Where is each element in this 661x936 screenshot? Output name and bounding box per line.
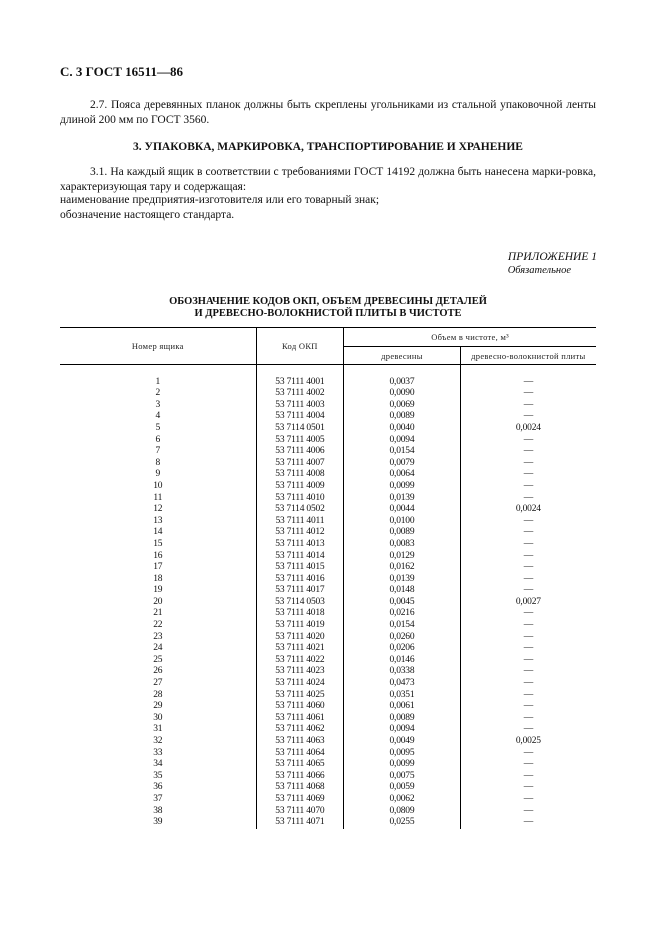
list-item: обозначение настоящего стандарта. bbox=[60, 209, 235, 221]
cell-okp-code: 53 7111 4021 bbox=[256, 643, 344, 655]
cell-box-number: 28 bbox=[153, 689, 163, 700]
cell-wood-volume: 0,0059 bbox=[344, 782, 461, 794]
cell-okp-code: 53 7111 4014 bbox=[256, 551, 344, 563]
cell-okp-code: 53 7111 4018 bbox=[256, 608, 344, 620]
cell-box-number: 2 bbox=[155, 388, 161, 399]
cell-box-number: 38 bbox=[153, 805, 163, 816]
table-row bbox=[60, 400, 596, 412]
table-row bbox=[60, 446, 596, 458]
cell-fiberboard-volume: — bbox=[460, 748, 596, 760]
appendix-subtitle: Обязательное bbox=[507, 265, 571, 276]
cell-box-number: 13 bbox=[153, 515, 163, 526]
table-row bbox=[60, 377, 596, 389]
cell-okp-code: 53 7111 4002 bbox=[256, 388, 344, 400]
cell-fiberboard-volume: — bbox=[460, 400, 596, 412]
cell-wood-volume: 0,0062 bbox=[344, 794, 461, 806]
table-body bbox=[60, 377, 596, 829]
cell-wood-volume: 0,0473 bbox=[344, 678, 461, 690]
table-row bbox=[60, 817, 596, 829]
cell-box-number: 12 bbox=[153, 504, 163, 515]
cell-box-number: 24 bbox=[153, 643, 163, 654]
cell-wood-volume: 0,0094 bbox=[344, 435, 461, 447]
table-row bbox=[60, 713, 596, 725]
cell-box-number: 1 bbox=[155, 376, 161, 387]
cell-okp-code: 53 7111 4023 bbox=[256, 666, 344, 678]
okp-codes-table bbox=[60, 327, 596, 829]
cell-wood-volume: 0,0075 bbox=[344, 771, 461, 783]
cell-wood-volume: 0,0338 bbox=[344, 666, 461, 678]
table-row bbox=[60, 759, 596, 771]
cell-wood-volume: 0,0148 bbox=[344, 585, 461, 597]
cell-box-number: 25 bbox=[153, 654, 163, 665]
cell-wood-volume: 0,0139 bbox=[344, 574, 461, 586]
cell-box-number: 6 bbox=[155, 434, 161, 445]
cell-wood-volume: 0,0089 bbox=[344, 411, 461, 423]
table-row bbox=[60, 539, 596, 551]
cell-fiberboard-volume: — bbox=[460, 655, 596, 667]
table-row bbox=[60, 806, 596, 818]
cell-wood-volume: 0,0139 bbox=[344, 493, 461, 505]
cell-wood-volume: 0,0094 bbox=[344, 724, 461, 736]
cell-fiberboard-volume: — bbox=[460, 493, 596, 505]
cell-wood-volume: 0,0154 bbox=[344, 620, 461, 632]
cell-fiberboard-volume: — bbox=[460, 620, 596, 632]
cell-box-number: 37 bbox=[153, 793, 163, 804]
table-row bbox=[60, 690, 596, 702]
cell-okp-code: 53 7111 4061 bbox=[256, 713, 344, 725]
table-row bbox=[60, 701, 596, 713]
cell-fiberboard-volume: — bbox=[460, 539, 596, 551]
cell-fiberboard-volume: — bbox=[460, 446, 596, 458]
table-row bbox=[60, 562, 596, 574]
cell-okp-code: 53 7111 4008 bbox=[256, 469, 344, 481]
cell-wood-volume: 0,0099 bbox=[344, 481, 461, 493]
cell-fiberboard-volume: 0,0024 bbox=[460, 423, 596, 435]
cell-fiberboard-volume: — bbox=[460, 678, 596, 690]
table-row bbox=[60, 574, 596, 586]
cell-fiberboard-volume: 0,0027 bbox=[460, 597, 596, 609]
appendix-title: ПРИЛОЖЕНИЕ 1 bbox=[507, 251, 597, 263]
table-row bbox=[60, 435, 596, 447]
cell-okp-code: 53 7111 4068 bbox=[256, 782, 344, 794]
table-row bbox=[60, 736, 596, 748]
table-row bbox=[60, 388, 596, 400]
cell-okp-code: 53 7111 4006 bbox=[256, 446, 344, 458]
cell-fiberboard-volume: — bbox=[460, 516, 596, 528]
cell-box-number: 11 bbox=[153, 492, 163, 503]
page-header: С. 3 ГОСТ 16511—86 bbox=[60, 64, 183, 79]
cell-box-number: 19 bbox=[153, 585, 163, 596]
appendix-label bbox=[508, 250, 597, 278]
cell-box-number: 17 bbox=[153, 562, 163, 573]
cell-box-number: 22 bbox=[153, 620, 163, 631]
cell-box-number: 27 bbox=[153, 678, 163, 689]
cell-fiberboard-volume: — bbox=[460, 632, 596, 644]
table-row bbox=[60, 481, 596, 493]
cell-okp-code: 53 7114 0502 bbox=[256, 504, 344, 516]
cell-okp-code: 53 7114 0501 bbox=[256, 423, 344, 435]
cell-wood-volume: 0,0260 bbox=[344, 632, 461, 644]
cell-wood-volume: 0,0045 bbox=[344, 597, 461, 609]
table-row bbox=[60, 458, 596, 470]
cell-box-number: 29 bbox=[153, 701, 163, 712]
cell-wood-volume: 0,0099 bbox=[344, 759, 461, 771]
table-row bbox=[60, 782, 596, 794]
cell-fiberboard-volume: 0,0024 bbox=[460, 504, 596, 516]
table-row bbox=[60, 748, 596, 760]
cell-okp-code: 53 7111 4005 bbox=[256, 435, 344, 447]
cell-fiberboard-volume: 0,0025 bbox=[460, 736, 596, 748]
table-row bbox=[60, 585, 596, 597]
cell-wood-volume: 0,0090 bbox=[344, 388, 461, 400]
cell-box-number: 32 bbox=[153, 736, 163, 746]
table-row bbox=[60, 551, 596, 563]
table-row bbox=[60, 678, 596, 690]
header-fiberboard: древесно-волокнистой плиты bbox=[460, 347, 596, 365]
cell-okp-code: 53 7111 4012 bbox=[256, 527, 344, 539]
cell-wood-volume: 0,0089 bbox=[344, 713, 461, 725]
cell-okp-code: 53 7111 4016 bbox=[256, 574, 344, 586]
cell-fiberboard-volume: — bbox=[460, 574, 596, 586]
cell-fiberboard-volume: — bbox=[460, 690, 596, 702]
cell-okp-code: 53 7111 4003 bbox=[256, 400, 344, 412]
cell-wood-volume: 0,0351 bbox=[344, 690, 461, 702]
cell-wood-volume: 0,0079 bbox=[344, 458, 461, 470]
cell-wood-volume: 0,0061 bbox=[344, 701, 461, 713]
cell-wood-volume: 0,0255 bbox=[344, 817, 461, 829]
table-title-line2: И ДРЕВЕСНО-ВОЛОКНИСТОЙ ПЛИТЫ В ЧИСТОТЕ bbox=[194, 308, 462, 319]
cell-fiberboard-volume: — bbox=[460, 713, 596, 725]
cell-fiberboard-volume: — bbox=[460, 388, 596, 400]
table-title bbox=[60, 296, 596, 320]
cell-wood-volume: 0,0206 bbox=[344, 643, 461, 655]
table-row bbox=[60, 632, 596, 644]
cell-box-number: 21 bbox=[153, 608, 163, 619]
cell-wood-volume: 0,0154 bbox=[344, 446, 461, 458]
cell-wood-volume: 0,0095 bbox=[344, 748, 461, 760]
cell-okp-code: 53 7111 4007 bbox=[256, 458, 344, 470]
cell-wood-volume: 0,0040 bbox=[344, 423, 461, 435]
cell-wood-volume: 0,0049 bbox=[344, 736, 461, 748]
paragraph-2-7: 2.7. Пояса деревянных планок должны быть скреплены угольниками из стальной упаковочной ленты длиной 200 мм по ГОСТ 3560. bbox=[60, 99, 596, 126]
header-volume: Объем в чистоте, м³ bbox=[344, 328, 596, 347]
table-row bbox=[60, 423, 596, 435]
cell-okp-code: 53 7111 4009 bbox=[256, 481, 344, 493]
cell-wood-volume: 0,0129 bbox=[344, 551, 461, 563]
cell-box-number: 23 bbox=[153, 631, 163, 642]
cell-box-number: 33 bbox=[153, 747, 163, 758]
cell-okp-code: 53 7111 4071 bbox=[256, 817, 344, 829]
cell-fiberboard-volume: — bbox=[460, 724, 596, 736]
cell-fiberboard-volume: — bbox=[460, 469, 596, 481]
cell-fiberboard-volume: — bbox=[460, 435, 596, 447]
table-row bbox=[60, 597, 596, 609]
cell-box-number: 18 bbox=[153, 573, 163, 584]
cell-okp-code: 53 7111 4001 bbox=[256, 377, 344, 389]
cell-fiberboard-volume: — bbox=[460, 481, 596, 493]
cell-box-number: 3 bbox=[155, 399, 161, 410]
cell-box-number: 30 bbox=[153, 712, 163, 723]
cell-fiberboard-volume: — bbox=[460, 527, 596, 539]
cell-wood-volume: 0,0083 bbox=[344, 539, 461, 551]
cell-box-number: 34 bbox=[153, 759, 163, 770]
cell-fiberboard-volume: — bbox=[460, 782, 596, 794]
table-row bbox=[60, 655, 596, 667]
cell-box-number: 26 bbox=[153, 666, 163, 677]
cell-fiberboard-volume: — bbox=[460, 817, 596, 829]
cell-box-number: 10 bbox=[153, 480, 163, 491]
table-row bbox=[60, 493, 596, 505]
paragraph-3-1: 3.1. На каждый ящик в соответствии с требованиями ГОСТ 14192 должна быть нанесена марки-ровка, характеризующая тару и содержащая: bbox=[60, 166, 596, 193]
cell-okp-code: 53 7111 4011 bbox=[256, 516, 344, 528]
cell-okp-code: 53 7111 4063 bbox=[256, 736, 344, 748]
cell-box-number: 35 bbox=[153, 770, 163, 781]
table-row bbox=[60, 724, 596, 736]
cell-wood-volume: 0,0100 bbox=[344, 516, 461, 528]
cell-okp-code: 53 7111 4015 bbox=[256, 562, 344, 574]
cell-wood-volume: 0,0809 bbox=[344, 806, 461, 818]
cell-wood-volume: 0,0044 bbox=[344, 504, 461, 516]
cell-okp-code: 53 7111 4020 bbox=[256, 632, 344, 644]
cell-wood-volume: 0,0162 bbox=[344, 562, 461, 574]
table-row bbox=[60, 516, 596, 528]
cell-fiberboard-volume: — bbox=[460, 666, 596, 678]
section-title: 3. УПАКОВКА, МАРКИРОВКА, ТРАНСПОРТИРОВАНИЕ И ХРАНЕНИЕ bbox=[133, 141, 523, 153]
table-row bbox=[60, 794, 596, 806]
table-row bbox=[60, 608, 596, 620]
cell-okp-code: 53 7111 4066 bbox=[256, 771, 344, 783]
cell-okp-code: 53 7111 4019 bbox=[256, 620, 344, 632]
cell-okp-code: 53 7111 4004 bbox=[256, 411, 344, 423]
cell-okp-code: 53 7114 0503 bbox=[256, 597, 344, 609]
cell-okp-code: 53 7111 4022 bbox=[256, 655, 344, 667]
table-row bbox=[60, 771, 596, 783]
cell-box-number: 36 bbox=[153, 782, 163, 793]
cell-fiberboard-volume: — bbox=[460, 562, 596, 574]
cell-wood-volume: 0,0064 bbox=[344, 469, 461, 481]
table-row bbox=[60, 620, 596, 632]
header-wood: древесины bbox=[344, 347, 461, 365]
table-row bbox=[60, 411, 596, 423]
cell-fiberboard-volume: — bbox=[460, 759, 596, 771]
cell-okp-code: 53 7111 4024 bbox=[256, 678, 344, 690]
cell-okp-code: 53 7111 4062 bbox=[256, 724, 344, 736]
cell-box-number: 39 bbox=[153, 817, 163, 828]
list-item: наименование предприятия-изготовителя или его товарный знак; bbox=[60, 194, 380, 206]
cell-box-number: 20 bbox=[153, 596, 163, 607]
table-row bbox=[60, 666, 596, 678]
header-okp-code: Код ОКП bbox=[256, 328, 344, 365]
cell-wood-volume: 0,0146 bbox=[344, 655, 461, 667]
cell-wood-volume: 0,0089 bbox=[344, 527, 461, 539]
cell-box-number: 7 bbox=[155, 446, 161, 457]
cell-okp-code: 53 7111 4060 bbox=[256, 701, 344, 713]
cell-fiberboard-volume: — bbox=[460, 551, 596, 563]
cell-okp-code: 53 7111 4013 bbox=[256, 539, 344, 551]
table-row bbox=[60, 643, 596, 655]
cell-box-number: 31 bbox=[153, 724, 163, 735]
table-row bbox=[60, 527, 596, 539]
cell-fiberboard-volume: — bbox=[460, 806, 596, 818]
table-row bbox=[60, 504, 596, 516]
cell-fiberboard-volume: — bbox=[460, 458, 596, 470]
cell-fiberboard-volume: — bbox=[460, 794, 596, 806]
cell-fiberboard-volume: — bbox=[460, 701, 596, 713]
cell-fiberboard-volume: — bbox=[460, 771, 596, 783]
cell-okp-code: 53 7111 4017 bbox=[256, 585, 344, 597]
cell-box-number: 15 bbox=[153, 538, 163, 549]
cell-okp-code: 53 7111 4070 bbox=[256, 806, 344, 818]
cell-fiberboard-volume: — bbox=[460, 411, 596, 423]
cell-okp-code: 53 7111 4064 bbox=[256, 748, 344, 760]
cell-fiberboard-volume: — bbox=[460, 643, 596, 655]
cell-fiberboard-volume: — bbox=[460, 377, 596, 389]
cell-box-number: 9 bbox=[155, 469, 161, 480]
cell-box-number: 5 bbox=[155, 422, 161, 433]
cell-wood-volume: 0,0069 bbox=[344, 400, 461, 412]
header-box-number: Номер ящика bbox=[60, 328, 256, 365]
cell-wood-volume: 0,0216 bbox=[344, 608, 461, 620]
cell-wood-volume: 0,0037 bbox=[344, 377, 461, 389]
table-title-line1: ОБОЗНАЧЕНИЕ КОДОВ ОКП, ОБЪЕМ ДРЕВЕСИНЫ ДЕТАЛЕЙ bbox=[169, 296, 487, 307]
cell-okp-code: 53 7111 4010 bbox=[256, 493, 344, 505]
cell-fiberboard-volume: — bbox=[460, 585, 596, 597]
cell-box-number: 8 bbox=[155, 457, 161, 468]
cell-box-number: 14 bbox=[153, 527, 163, 538]
table-row bbox=[60, 469, 596, 481]
cell-okp-code: 53 7111 4069 bbox=[256, 794, 344, 806]
cell-box-number: 4 bbox=[155, 411, 161, 422]
cell-okp-code: 53 7111 4065 bbox=[256, 759, 344, 771]
cell-fiberboard-volume: — bbox=[460, 608, 596, 620]
cell-box-number: 16 bbox=[153, 550, 163, 561]
cell-okp-code: 53 7111 4025 bbox=[256, 690, 344, 702]
